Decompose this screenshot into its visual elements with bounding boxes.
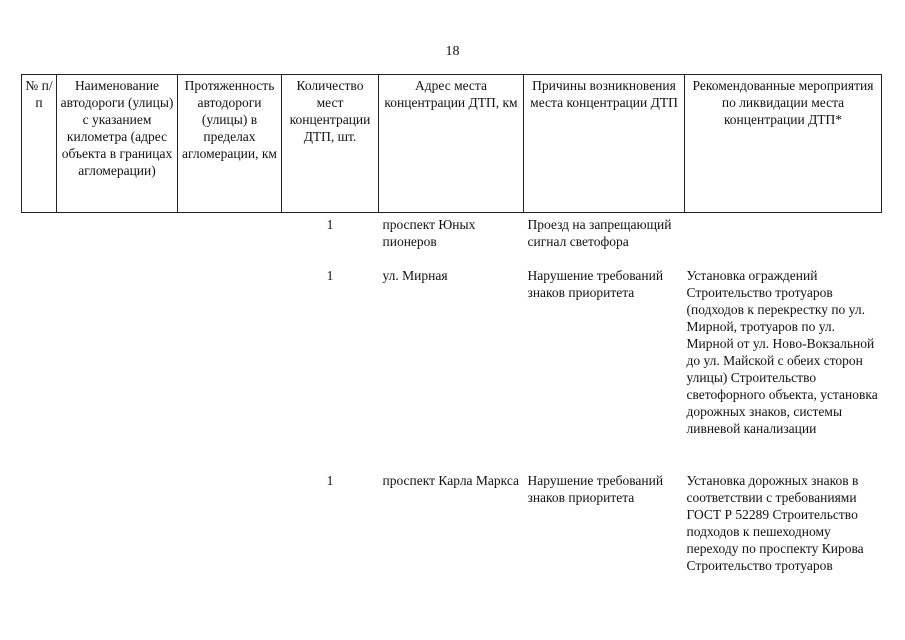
table-row: [22, 469, 882, 574]
cell-length: [178, 264, 282, 469]
cell-count: 1: [326, 268, 334, 283]
table-row: [22, 264, 882, 469]
cell-measures: [685, 213, 882, 265]
cell-address: проспект Юных пионеров: [382, 217, 476, 249]
column-header-number: № п/п: [22, 75, 57, 213]
cell-road: [57, 264, 178, 469]
column-header-cause: Причины возникновения места концентрации ДТП: [524, 75, 685, 213]
cell-address: ул. Мирная: [382, 268, 448, 283]
column-header-length: Протяженность автодороги (улицы) в пределах агломерации, км: [178, 75, 282, 213]
cell-cause: Проезд на запрещающий сигнал светофора: [527, 217, 672, 249]
cell-number: [22, 213, 57, 265]
table-header-row: [22, 75, 882, 213]
cell-address: проспект Карла Маркса: [382, 473, 520, 488]
cell-road: [57, 469, 178, 574]
page-number: 18: [445, 44, 460, 59]
cell-road: [57, 213, 178, 265]
cell-length: [178, 469, 282, 574]
cell-number: [22, 469, 57, 574]
cell-cause: Нарушение требований знаков приоритета: [527, 473, 664, 505]
cell-measures: Установка ограждений Строительство тротуаров (подходов к перекрестку по ул. Мирной, тротуаров по ул. Мирной от ул. Ново-Вокзальной до ул. Майской с обеих сторон улицы) Строительство светофорного объекта, установка дорожных знаков, системы ливневой канализации: [686, 268, 878, 436]
column-header-count: Количество мест концентрации ДТП, шт.: [282, 75, 379, 213]
cell-count: 1: [326, 217, 334, 232]
cell-count: 1: [326, 473, 334, 488]
table-row: [22, 213, 882, 265]
dtp-concentration-table: [21, 74, 882, 574]
cell-measures: Установка дорожных знаков в соответствии с требованиями ГОСТ Р 52289 Строительство подходов к пешеходному переходу по проспекту Кирова Строительство тротуаров: [686, 473, 864, 573]
column-header-measures: Рекомендованные мероприятия по ликвидации места концентрации ДТП*: [685, 75, 882, 213]
cell-length: [178, 213, 282, 265]
column-header-road: Наименование автодороги (улицы) с указанием километра (адрес объекта в границах агломерации): [57, 75, 178, 213]
cell-number: [22, 264, 57, 469]
cell-cause: Нарушение требований знаков приоритета: [527, 268, 664, 300]
column-header-address: Адрес места концентрации ДТП, км: [379, 75, 524, 213]
